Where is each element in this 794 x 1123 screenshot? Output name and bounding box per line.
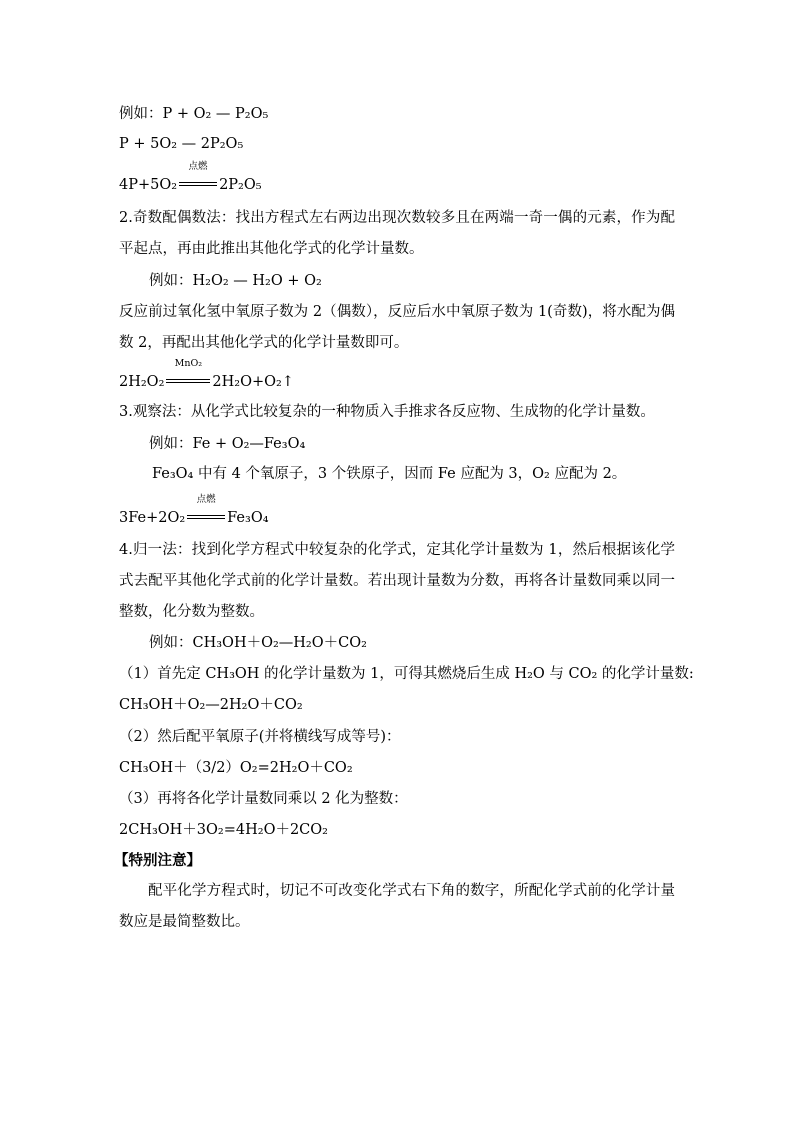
method-4-step-3: （3）再将各化学计量数同乘以 2 化为整数： [119, 791, 408, 807]
method-4-step-2-equation: CH₃OH＋（3/2）O₂=2H₂O＋CO₂ [119, 760, 353, 776]
example-1-step-2: P + 5O₂ — 2P₂O₅ [119, 136, 244, 152]
example-1-balanced-equation [119, 161, 262, 195]
condition-label: 点燃 [188, 161, 208, 172]
method-4-step-1: （1）首先定 CH₃OH 的化学计量数为 1，可得其燃烧后生成 H₂O 与 CO₂ 的化学计量数: [119, 666, 694, 682]
equation-text: P + O₂ — P₂O₅ [162, 106, 269, 122]
method-3-example: 例如：Fe + O₂—Fe₃O₄ [149, 436, 306, 452]
condition-label: MnO₂ [174, 358, 203, 369]
method-4-step-3-equation: 2CH₃OH＋3O₂=4H₂O＋2CO₂ [119, 822, 328, 838]
method-3-description: 3.观察法：从化学式比较复杂的一种物质入手推求各反应物、生成物的化学计量数。 [119, 404, 655, 420]
method-2-balanced-equation [119, 358, 294, 392]
equation-left: 4P+5O₂ [119, 177, 178, 193]
equation-right: Fe₃O₄ [227, 510, 269, 526]
example-1-line [119, 104, 268, 124]
reaction-condition-arrow [179, 161, 217, 195]
equation-right: 2P₂O₅ [219, 177, 262, 193]
equation-right: 2H₂O+O₂↑ [212, 374, 294, 390]
condition-label: 点燃 [196, 494, 216, 505]
method-2-description: 2.奇数配偶数法：找出方程式左右两边出现次数较多且在两端一奇一偶的元素，作为配平起点，再由此推出其他化学式的化学计量数。 [119, 210, 675, 257]
method-2-explanation: 反应前过氧化氢中氧原子数为 2（偶数），反应后水中氧原子数为 1(奇数)，将水配为偶数 2，再配出其他化学式的化学计量数即可。 [119, 304, 675, 351]
example-label: 例如： [119, 106, 163, 122]
method-4-description: 4.归一法：找到化学方程式中较复杂的化学式，定其化学计量数为 1，然后根据该化学式去配平其他化学式前的化学计量数。若出现计量数为分数，再将各计量数同乘以同一整数，化分数为整数。 [119, 542, 675, 620]
method-3-explanation: Fe₃O₄ 中有 4 个氧原子，3 个铁原子，因而 Fe 应配为 3，O₂ 应配为 2。 [152, 466, 627, 482]
reaction-condition-arrow [187, 494, 225, 528]
reaction-condition-arrow [166, 358, 210, 392]
method-4-example: 例如：CH₃OH＋O₂—H₂O＋CO₂ [149, 635, 367, 651]
method-4-step-2: （2）然后配平氧原子(并将横线写成等号)： [119, 729, 401, 745]
special-note-heading: 【特别注意】 [114, 852, 201, 869]
special-note-text: 配平化学方程式时，切记不可改变化学式右下角的数字，所配化学式前的化学计量数应是最简整数比。 [119, 883, 675, 930]
equation-left: 2H₂O₂ [119, 374, 165, 390]
method-4-step-1-equation: CH₃OH＋O₂—2H₂O＋CO₂ [119, 697, 303, 713]
method-2-example: 例如：H₂O₂ — H₂O + O₂ [149, 273, 322, 289]
method-3-balanced-equation [119, 494, 269, 528]
equation-left: 3Fe+2O₂ [119, 510, 186, 526]
